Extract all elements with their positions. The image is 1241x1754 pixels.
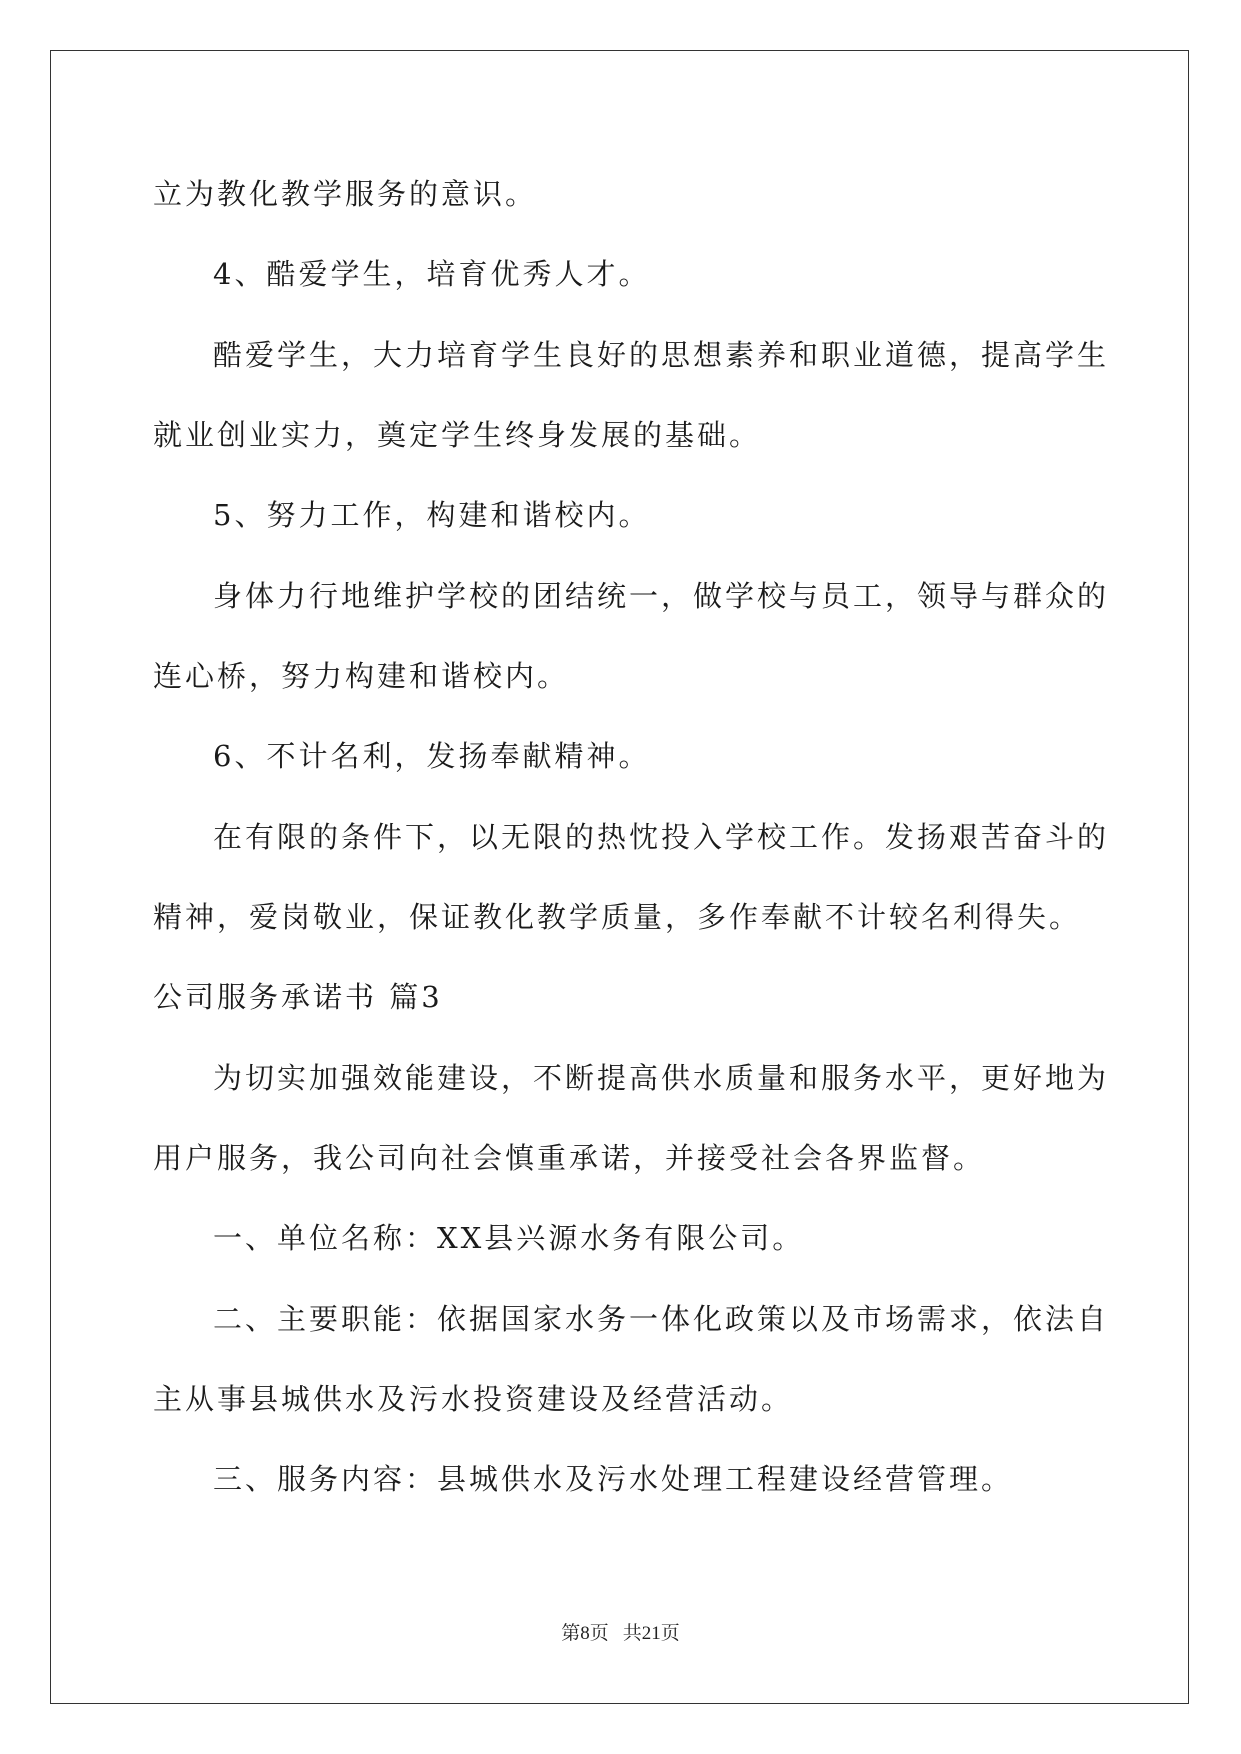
current-page-number: 第8页 [561,1623,609,1644]
paragraph-line: 就业创业实力，奠定学生终身发展的基础。 [153,418,762,452]
paragraph-line: 在有限的条件下，以无限的热忱投入学校工作。发扬艰苦奋斗的 [213,820,1110,854]
paragraph-line: 连心桥，努力构建和谐校内。 [153,659,570,693]
paragraph-line: 三、服务内容：县城供水及污水处理工程建设经营管理。 [213,1462,1014,1496]
paragraph-line: 用户服务，我公司向社会慎重承诺，并接受社会各界监督。 [153,1141,986,1175]
list-item-heading: 4、酷爱学生，培育优秀人才。 [213,257,651,291]
total-page-count: 共21页 [622,1623,680,1644]
paragraph-line: 身体力行地维护学校的团结统一，做学校与员工，领导与群众的 [213,579,1110,613]
paragraph-line: 精神，爱岗敬业，保证教化教学质量，多作奉献不计较名利得失。 [153,900,1082,934]
paragraph-line: 主从事县城供水及污水投资建设及经营活动。 [153,1382,794,1416]
paragraph-line: 立为教化教学服务的意识。 [153,177,538,211]
section-title: 公司服务承诺书 篇3 [153,980,443,1014]
page-footer [0,1622,1241,1646]
paragraph-line: 酷爱学生，大力培育学生良好的思想素养和职业道德，提高学生 [213,338,1110,372]
paragraph-line: 为切实加强效能建设，不断提高供水质量和服务水平，更好地为 [213,1061,1110,1095]
page-border [50,50,1189,1704]
paragraph-line: 一、单位名称：XX县兴源水务有限公司。 [213,1221,805,1255]
list-item-heading: 6、不计名利，发扬奉献精神。 [213,739,651,773]
list-item-heading: 5、努力工作，构建和谐校内。 [213,498,651,532]
paragraph-line: 二、主要职能：依据国家水务一体化政策以及市场需求，依法自 [213,1302,1110,1336]
